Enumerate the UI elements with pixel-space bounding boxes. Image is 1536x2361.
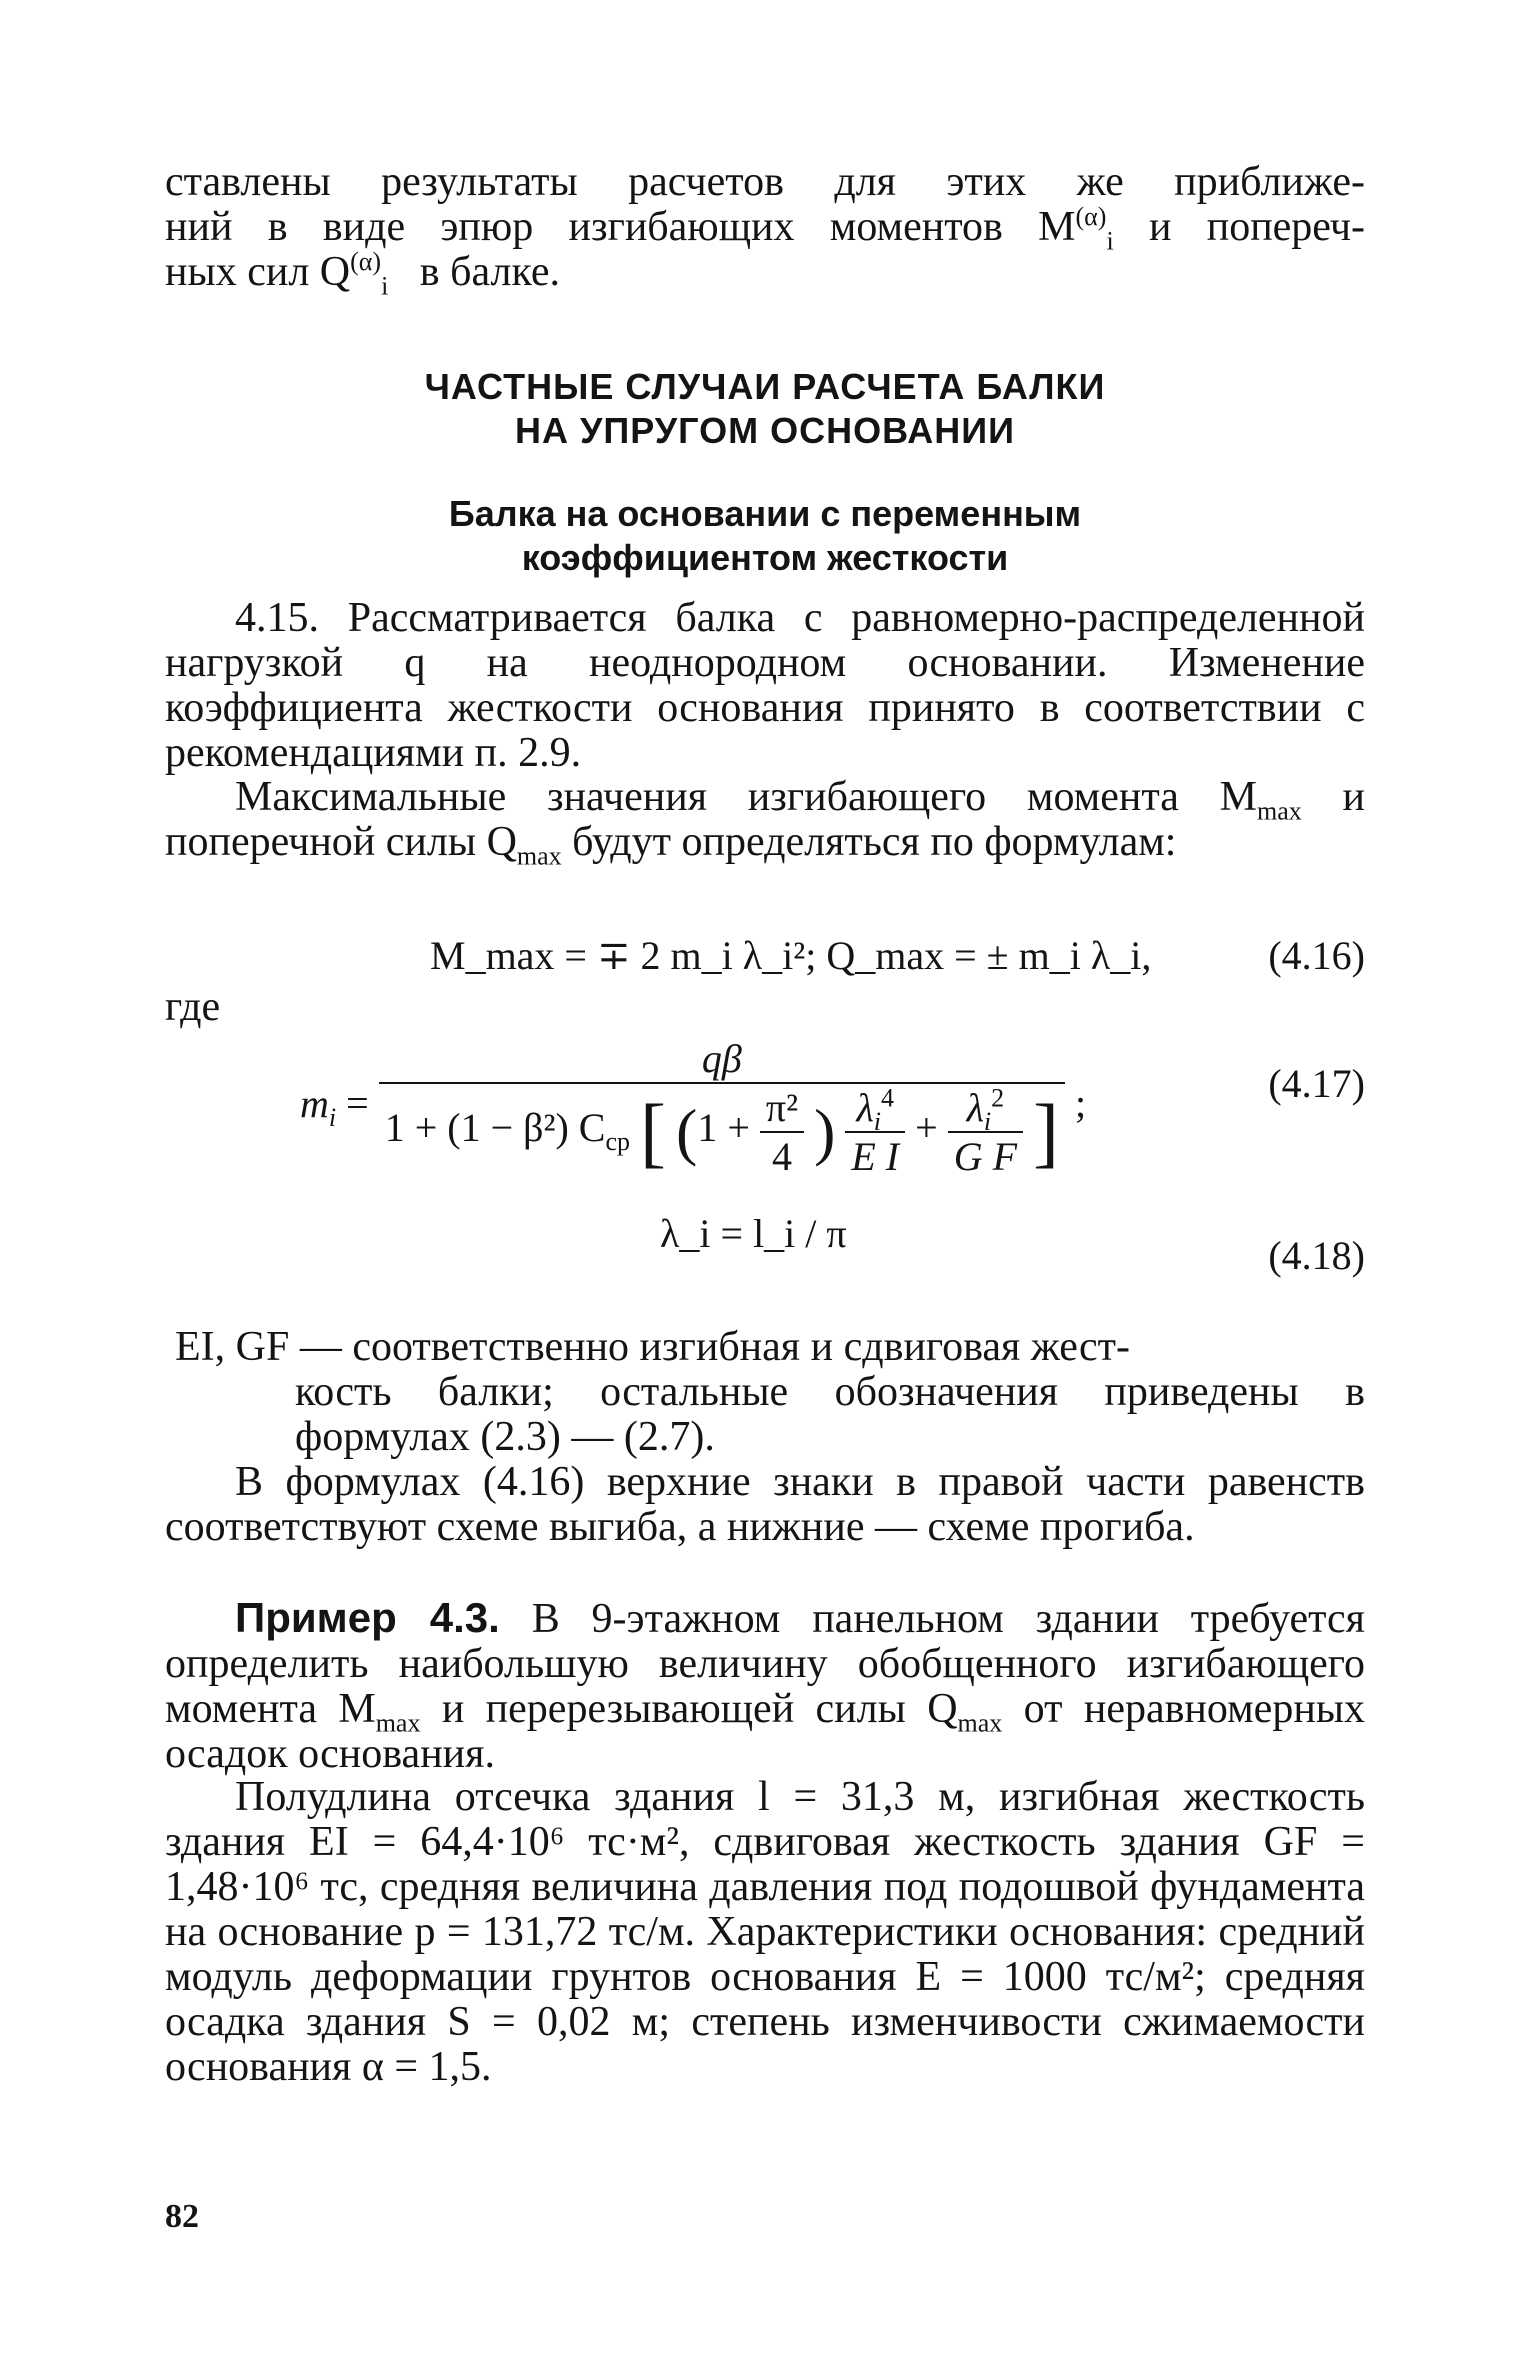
example-end: от неравномерных осадок основания.: [165, 1686, 1366, 1777]
formula-4-17-denominator: 1 + (1 − β²) $C_{ср}$ [ (1 + $\frac{\text{π²}}{4}$ ) $\frac{\lambda_i^4}{\text{E I}}$ + $\frac{\lambda_i^2}{\text{G F}}$ ]: [379, 1082, 1065, 1180]
subsection-heading-line-2: коэффициентом жесткости: [521, 537, 1009, 578]
definitions-rest: кость балки; остальные обозначения приведены в формулах (2.3) — (2.7).: [295, 1369, 1365, 1460]
m-i-symbol: $m_i$: [300, 1080, 337, 1132]
definitions-first-line: EI, GF — соответственно изгибная и сдвиговая жест-: [175, 1324, 1130, 1370]
example-mid: и перерезывающей силы Q: [441, 1686, 958, 1732]
paragraph-max-values-text: [165, 774, 1365, 871]
EI: E I: [845, 1131, 905, 1180]
left-paren: (: [676, 1096, 698, 1167]
section-heading-line-2: НА УПРУГОМ ОСНОВАНИИ: [514, 410, 1016, 451]
paragraph-max-values: [165, 774, 1365, 871]
four: 4: [760, 1131, 804, 1180]
intro-line-3-tail: в балке.: [419, 249, 560, 295]
max-sub-1: max: [1256, 796, 1302, 826]
max-text-c: будут определяться по формулам:: [572, 819, 1177, 865]
intro-line-1: ставлены результаты расчетов для этих же приближе-: [165, 159, 1365, 205]
section-heading-line-1: ЧАСТНЫЕ СЛУЧАИ РАСЧЕТА БАЛКИ: [424, 366, 1106, 407]
lambda2: $\lambda_i^2$: [966, 1083, 1005, 1136]
formula-4-18: λ_i = l_i / π: [660, 1211, 847, 1256]
intro-line-2-tail: и попереч-: [1148, 204, 1366, 250]
section-heading: [165, 365, 1365, 453]
formula-4-17: $m_i$ = qβ 1 + (1 − β²) $C_{ср}$ [ (1 + $\frac{\text{π²}}{4}$ ) $\frac{\lambda_i^4}{\text{E I}}$ + $\frac{\lambda_i^2}{\text{G F}}$ ] ;: [300, 1036, 1087, 1179]
example-4-3: [165, 1595, 1365, 1777]
pi-squared-over-4: [760, 1084, 804, 1180]
example-label: Пример 4.3.: [235, 1594, 500, 1641]
intro-paragraph: [165, 159, 1366, 301]
lambda2-over-GF: [948, 1084, 1023, 1180]
formula-4-17-numerator: [379, 1035, 1065, 1082]
max-text-a: Максимальные значения изгибающего момента M: [235, 774, 1257, 820]
intro-sub-2: i: [381, 271, 389, 301]
paragraph-signs: [165, 1460, 1365, 1550]
intro-line-2: [165, 202, 1366, 256]
left-bracket: [: [640, 1088, 666, 1175]
example-4-3-text: [165, 1595, 1365, 1777]
equation-number-4-18: (4.18): [1268, 1233, 1365, 1278]
paragraph-data: [165, 1775, 1365, 2090]
intro-sub-1: i: [1106, 226, 1114, 256]
GF: G F: [948, 1131, 1023, 1180]
paragraph-data-text: Полудлина отсечка здания l = 31,3 м, изгибная жесткость здания EI = 64,4·10⁶ тс·м², сдвиговая жесткость здания GF = 1,48·10⁶ тс, средняя величина давления под подошвой фундамента на основание p = 131,72 тс/м. Характеристики основания: средний модуль деформации грунтов основания E = 1000 тс/м²; средняя осадка здания S = 0,02 м; степень изменчивости сжимаемости основания α = 1,5.: [165, 1774, 1365, 2090]
f417-num-text: qβ: [701, 1036, 742, 1081]
intro-sup-2: (α): [350, 247, 382, 276]
f417-den-sub: ср: [605, 1127, 631, 1157]
equation-number-4-16: (4.16): [1268, 933, 1365, 978]
formula-4-16: M_max = ∓ 2 m_i λ_i²; Q_max = ± m_i λ_i,: [430, 933, 1152, 978]
f417-den-a: 1 + (1 − β²) C: [384, 1105, 606, 1151]
intro-line-3-text: ных сил Q: [165, 249, 351, 295]
paragraph-4-15: [165, 596, 1365, 776]
example-sub-1: max: [375, 1708, 421, 1738]
intro-line-3: [165, 247, 1365, 301]
formula-4-17-fraction: [379, 1035, 1065, 1180]
paragraph-signs-text: В формулах (4.16) верхние знаки в правой части равенств соответствуют схеме выгиба, а нижние — схеме прогиба.: [165, 1459, 1365, 1550]
where-label: где: [165, 984, 221, 1030]
subsection-heading-line-1: Балка на основании с переменным: [448, 493, 1082, 534]
intro-line-2-text: ний в виде эпюр изгибающих моментов M: [165, 204, 1076, 250]
equation-number-4-17: (4.17): [1268, 1061, 1365, 1106]
example-text: В 9-этажном панельном здании требуется определить наибольшую величину обобщенного изгибающего момента M: [165, 1596, 1365, 1732]
max-text-b: и поперечной силы Q: [165, 774, 1365, 865]
right-paren: ): [814, 1096, 836, 1167]
lambda4-over-EI: [845, 1084, 905, 1180]
pi-squared: π²: [765, 1085, 799, 1130]
page-number: 82: [165, 2198, 199, 2235]
paragraph-4-15-text: 4.15. Рассматривается балка с равномерно-распределенной нагрузкой q на неоднородном основании. Изменение коэффициента жесткости основания принято в соответствии с рекомендациями п. 2.9.: [165, 595, 1365, 776]
example-sub-2: max: [957, 1708, 1003, 1738]
subsection-heading: [165, 492, 1365, 580]
lambda4: $\lambda_i^4$: [856, 1083, 895, 1136]
right-bracket: ]: [1033, 1088, 1060, 1175]
max-sub-2: max: [516, 841, 562, 871]
definitions: [175, 1325, 1365, 1460]
intro-sup-1: (α): [1075, 202, 1107, 231]
